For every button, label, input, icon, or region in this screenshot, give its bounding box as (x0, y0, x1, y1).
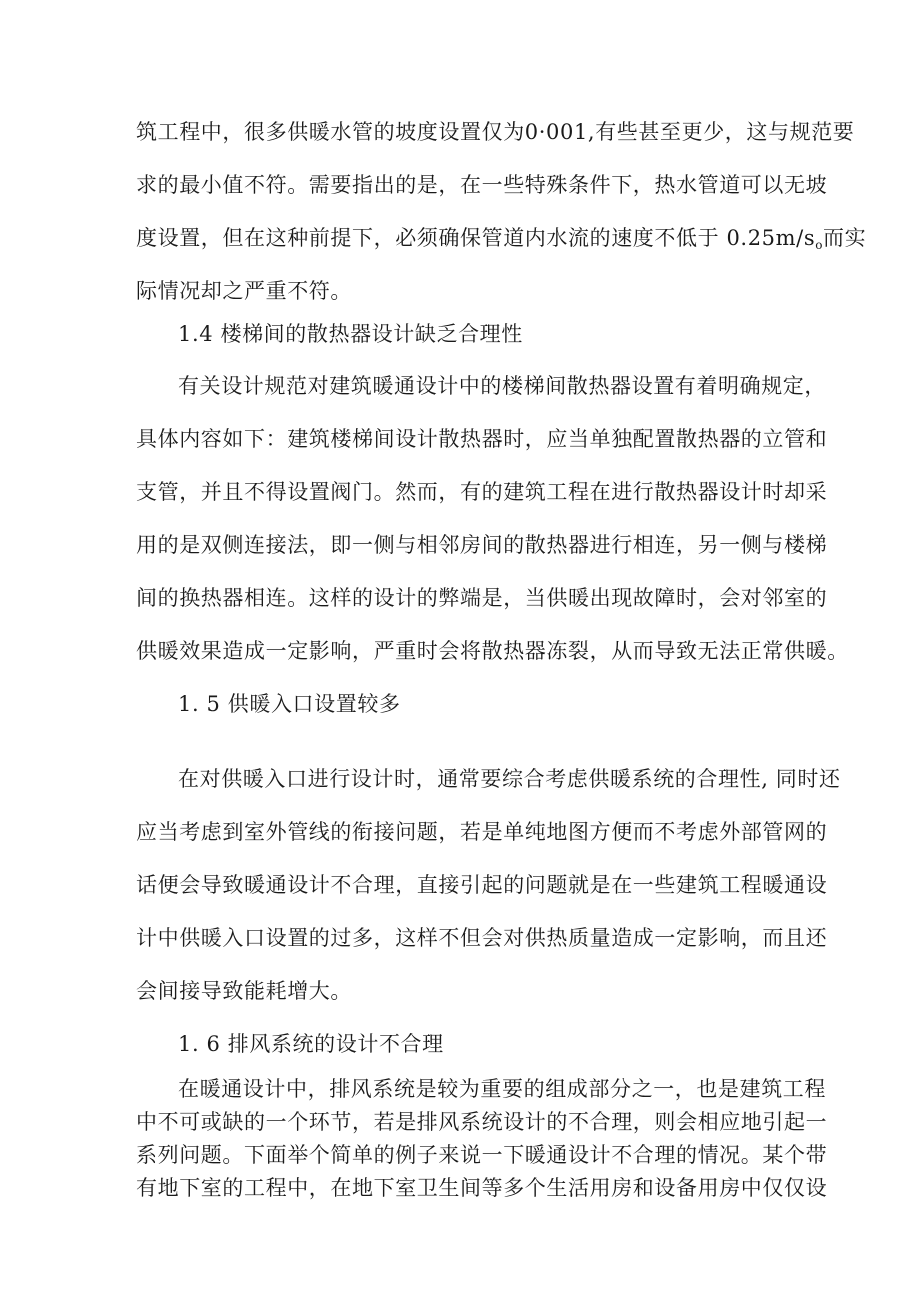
paragraph-line: 有关设计规范对建筑暖通设计中的楼梯间散热器设置有着明确规定， (178, 374, 826, 398)
paragraph-line: 用的是双侧连接法，即一侧与相邻房间的散热器进行相连，另一侧与楼梯 (136, 533, 828, 557)
subscript-text: o (815, 238, 824, 252)
paragraph-line: 计中供暖入口设置的过多，这样不但会对供热质量造成一定影响，而且还 (136, 926, 828, 950)
section-heading: 1. 6 排风系统的设计不合理 (178, 1032, 444, 1056)
paragraph-line: 话便会导致暖通设计不合理，直接引起的问题就是在一些建筑工程暖通设 (136, 873, 828, 897)
paragraph-line: 具体内容如下：建筑楼梯间设计散热器时，应当单独配置散热器的立管和 (136, 427, 828, 451)
paragraph-line: 系列问题。下面举个简单的例子来说一下暖通设计不合理的情况。某个带 (136, 1143, 828, 1167)
paragraph-text: 度设置，但在这种前提下，必须确保管道内水流的速度不低于 0.25m/s (136, 226, 816, 250)
section-heading: 1.4 楼梯间的散热器设计缺乏合理性 (178, 322, 523, 346)
section-heading: 1. 5 供暖入口设置较多 (178, 692, 401, 716)
paragraph-line: 筑工程中，很多供暖水管的坡度设置仅为0·001,有些甚至更少，这与规范要 (136, 120, 855, 144)
paragraph-line: 中不可或缺的一个环节，若是排风系统设计的不合理，则会相应地引起一 (136, 1110, 828, 1134)
paragraph-line: 应当考虑到室外管线的衔接问题，若是单纯地图方便而不考虑外部管网的 (136, 820, 828, 844)
paragraph-line: 供暖效果造成一定影响，严重时会将散热器冻裂，从而导致无法正常供暖。 (136, 639, 849, 663)
paragraph-line (136, 224, 866, 259)
paragraph-line: 际情况却之严重不符。 (136, 279, 352, 303)
paragraph-line: 有地下室的工程中，在地下室卫生间等多个生活用房和设备用房中仅仅设 (136, 1176, 828, 1200)
paragraph-line: 在对供暖入口进行设计时，通常要综合考虑供暖系统的合理性, 同时还 (178, 767, 841, 791)
paragraph-line: 求的最小值不符。需要指出的是，在一些特殊条件下，热水管道可以无坡 (136, 173, 828, 197)
paragraph-line: 间的换热器相连。这样的设计的弊端是，当供暖出现故障时，会对邻室的 (136, 586, 828, 610)
paragraph-text: 而实 (823, 226, 867, 250)
paragraph-line: 在暖通设计中，排风系统是较为重要的组成部分之一，也是建筑工程 (178, 1077, 826, 1101)
paragraph-line: 支管，并且不得设置阀门。然而，有的建筑工程在进行散热器设计时却采 (136, 480, 828, 504)
paragraph-line: 会间接导致能耗增大。 (136, 979, 352, 1003)
